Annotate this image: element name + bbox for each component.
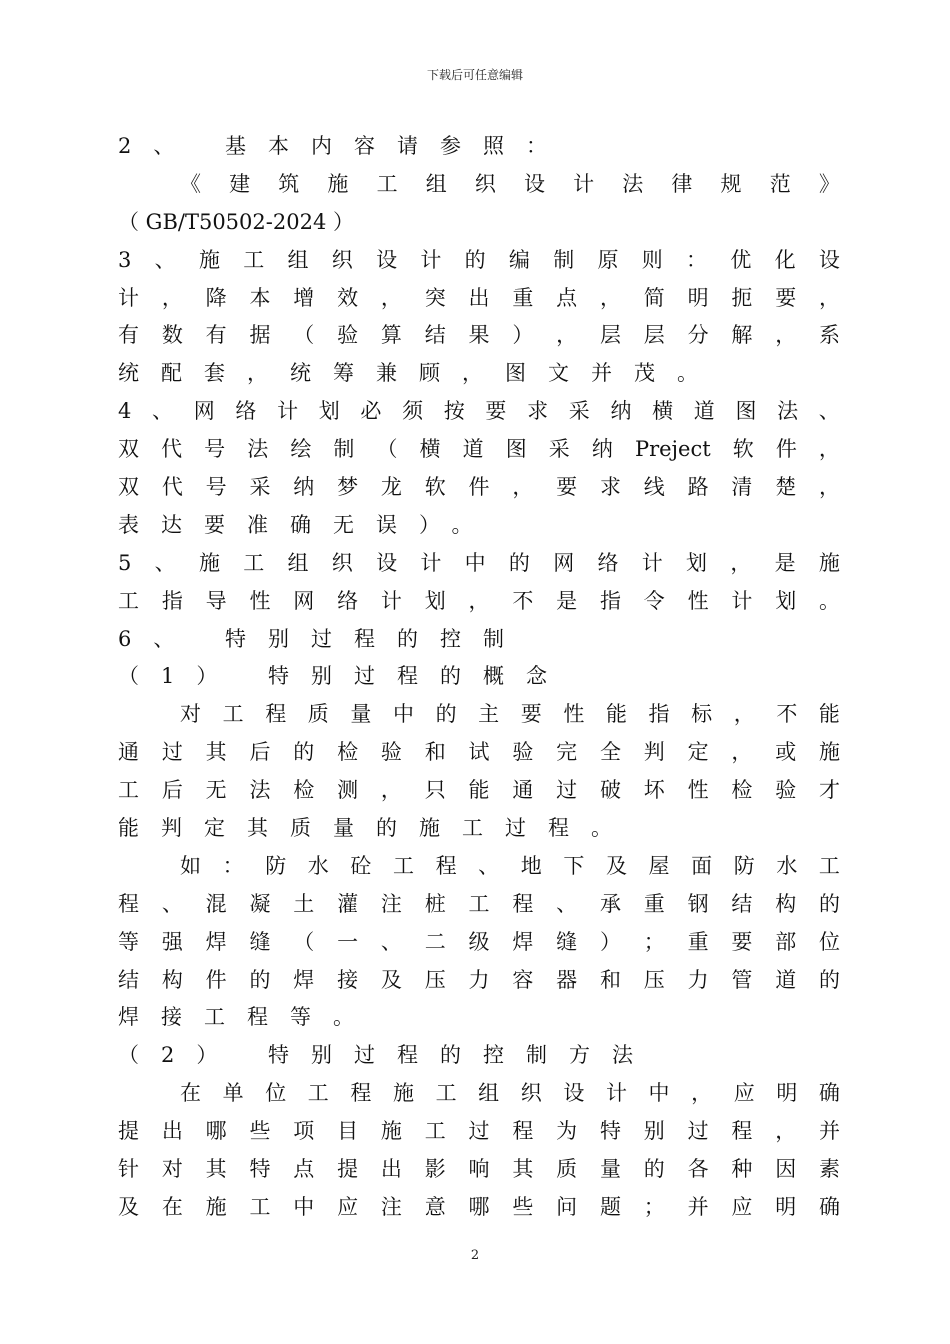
text-line: 《 建 筑 施 工 组 织 设 计 法 律 规 范 》 <box>180 171 840 196</box>
text-line: 针 对 其 特 点 提 出 影 响 其 质 量 的 各 种 因 素 <box>118 1157 840 1182</box>
page-number: 2 <box>470 1248 480 1263</box>
text-line: 通 过 其 后 的 检 验 和 试 验 完 全 判 定 ， 或 施 <box>118 740 840 765</box>
text-line: 程 、 混 凝 土 灌 注 桩 工 程 、 承 重 钢 结 构 的 <box>118 891 840 916</box>
text-line: 2、 基本内容请参照： <box>118 134 570 158</box>
text-line: 工 后 无 法 检 测 ， 只 能 通 过 破 坏 性 检 验 才 <box>118 778 840 803</box>
text-line: （1） 特别过程的概念 <box>118 664 570 689</box>
text-line: 对 工 程 质 量 中 的 主 要 性 能 指 标 ， 不 能 <box>180 702 840 727</box>
text-line: 如 ： 防 水 砼 工 程 、 地 下 及 屋 面 防 水 工 <box>180 853 840 878</box>
text-line: 工 指 导 性 网 络 计 划 ， 不 是 指 令 性 计 划 。 <box>118 588 840 613</box>
text-line: 提 出 哪 些 项 目 施 工 过 程 为 特 别 过 程 ， 并 <box>118 1119 840 1144</box>
text-line: 5 、 施 工 组 织 设 计 中 的 网 络 计 划 ， 是 施 <box>118 550 840 575</box>
text-line: 有 数 有 据 （ 验 算 结 果 ） ， 层 层 分 解 ， 系 <box>118 323 840 348</box>
text-line: 计 ， 降 本 增 效 ， 突 出 重 点 ， 简 明 扼 要 ， <box>118 285 840 310</box>
text-line: 统配套，统筹兼顾，图文并茂。 <box>118 361 720 386</box>
page-header-note: 下载后可任意编辑 <box>426 68 523 82</box>
text-line: 表达要准确无误）。 <box>118 512 495 537</box>
text-line: （2） 特别过程的控制方法 <box>118 1043 656 1068</box>
text-line: 双 代 号 法 绘 制 （ 横 道 图 采 纳 Preject 软 件 ， <box>118 437 840 462</box>
body-text <box>118 128 840 1227</box>
text-line: （ GB/T50502-2024 ） <box>118 209 354 234</box>
text-line: 焊接工程等。 <box>118 1005 376 1030</box>
text-line: 及 在 施 工 中 应 注 意 哪 些 问 题 ； 并 应 明 确 <box>118 1194 840 1219</box>
text-line: 能判定其质量的施工过程。 <box>118 816 634 841</box>
text-line: 双 代 号 采 纳 梦 龙 软 件 ， 要 求 线 路 清 楚 ， <box>118 475 840 500</box>
text-line: 4 、 网 络 计 划 必 须 按 要 求 采 纳 横 道 图 法 、 <box>118 399 840 424</box>
text-line: 3 、 施 工 组 织 设 计 的 编 制 原 则 ： 优 化 设 <box>118 247 840 272</box>
text-line: 6、 特别过程的控制 <box>118 626 527 651</box>
text-line: 结 构 件 的 焊 接 及 压 力 容 器 和 压 力 管 道 的 <box>118 967 840 992</box>
text-line: 等 强 焊 缝 （ 一 、 二 级 焊 缝 ） ； 重 要 部 位 <box>118 929 840 954</box>
text-line: 在 单 位 工 程 施 工 组 织 设 计 中 ， 应 明 确 <box>180 1081 840 1106</box>
